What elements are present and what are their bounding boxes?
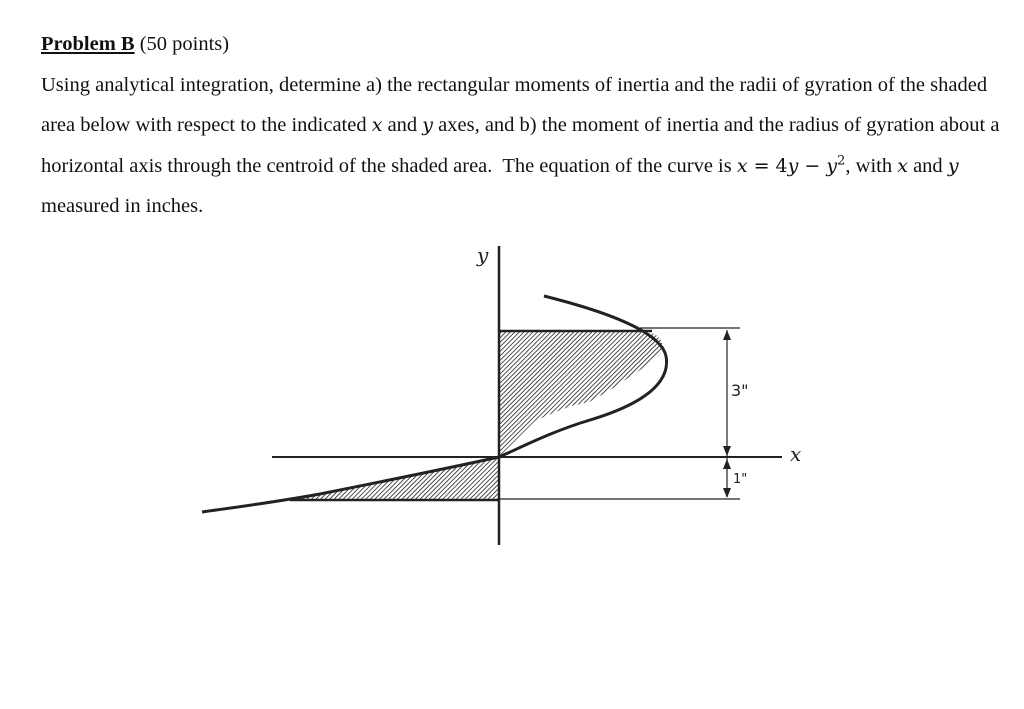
eq-minus: −	[798, 154, 827, 177]
y-axis-label: y	[477, 243, 489, 267]
body-text-5: , with	[845, 154, 893, 177]
problem-label: Problem B	[41, 33, 135, 55]
arrow-bottom-1in	[723, 488, 731, 498]
body-text-2: and	[387, 114, 418, 136]
eq-exponent: 2	[837, 153, 846, 169]
body-text-7: measured in inches.	[41, 195, 204, 217]
body-text-3: axes, and b) the moment of inertia and the radius of gyration about a horizontal axis through the centroid of the shaded area.	[41, 114, 1000, 177]
var-y-2: y	[947, 154, 959, 177]
problem-points: (50 points)	[139, 33, 230, 55]
eq-x: x	[736, 154, 748, 177]
body-text-4: The equation of the curve is	[502, 154, 732, 177]
eq-y2: y	[826, 154, 838, 177]
x-axis-label: x	[790, 442, 802, 466]
shaded-region-upper	[499, 331, 664, 457]
var-x-2: x	[897, 154, 908, 177]
arrow-top-1in	[723, 459, 731, 469]
var-x: x	[371, 114, 383, 136]
eq-mid: = 4	[747, 154, 788, 177]
arrow-bottom-3in	[723, 446, 731, 456]
dimension-label-3in: 3"	[731, 381, 749, 400]
dimension-label-1in: 1"	[733, 472, 748, 487]
var-y: y	[422, 114, 434, 136]
body-text-6: and	[913, 154, 943, 177]
body-text-1: Using analytical integration, determine a) the rectangular moments of inertia and the radii of gyration of the shaded area below with respect to the indicated	[41, 73, 988, 136]
eq-y1: y	[787, 154, 799, 177]
arrow-top-3in	[723, 330, 731, 340]
